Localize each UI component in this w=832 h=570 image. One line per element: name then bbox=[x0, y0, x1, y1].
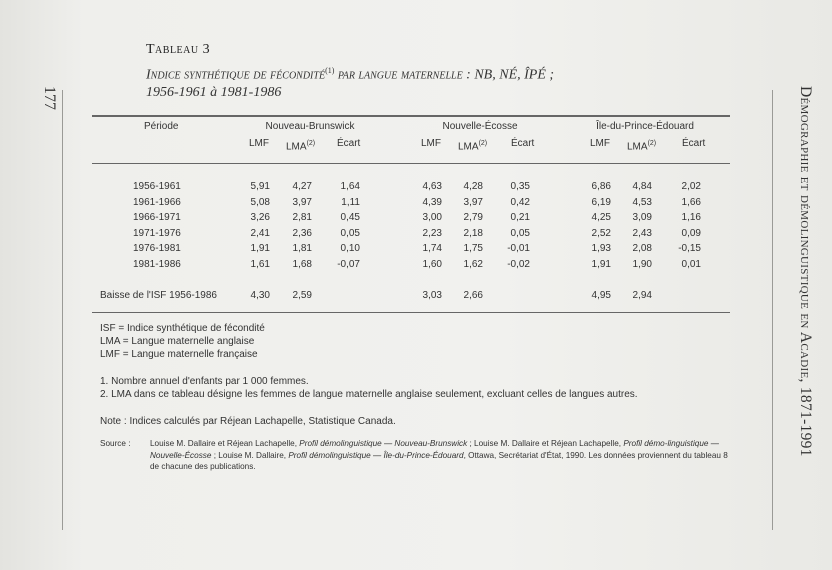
footnote-2: 2. LMA dans ce tableau désigne les femmes de langue maternelle anglaise seulement, excluant celles de langues autres. bbox=[100, 389, 638, 400]
row-period: 1966-1971 bbox=[133, 212, 181, 223]
cell-nb-ecart: 0,45 bbox=[340, 212, 360, 223]
table-label: Tableau 3 bbox=[146, 42, 211, 57]
table-row bbox=[0, 259, 832, 272]
decline-nb-lmf: 4,30 bbox=[250, 290, 270, 301]
row-period: 1961-1966 bbox=[133, 196, 181, 208]
title-line2: 1956-1961 à 1981-1986 bbox=[146, 84, 282, 100]
province-header-ipe: Île-du-Prince-Édouard bbox=[596, 121, 694, 132]
decline-ipe-lma: 2,94 bbox=[632, 290, 652, 301]
subheader-lma: LMA$^{(2)}$ bbox=[286, 140, 316, 153]
cell-nb-ecart: 1,64 bbox=[340, 181, 360, 192]
subheader-ecart: Écart bbox=[511, 138, 535, 149]
cell-nb-lma: 2,81 bbox=[292, 212, 312, 223]
cell-ipe-ecart: 1,16 bbox=[681, 212, 701, 223]
abbreviation-lma: LMA = Langue maternelle anglaise bbox=[100, 336, 255, 347]
table-row bbox=[0, 228, 832, 241]
cell-ipe-lmf: 1,91 bbox=[591, 258, 611, 270]
abbreviation-lmf: LMF = Langue maternelle française bbox=[100, 349, 258, 360]
cell-ipe-lmf: 6,86 bbox=[591, 181, 611, 192]
table-row bbox=[0, 181, 832, 194]
cell-ne-ecart: 0,21 bbox=[510, 212, 530, 223]
cell-nb-lma: 1,68 bbox=[292, 258, 312, 270]
cell-nb-lmf: 2,41 bbox=[250, 227, 270, 239]
cell-ipe-lmf: 6,19 bbox=[591, 196, 611, 208]
table-row bbox=[0, 212, 832, 225]
cell-nb-ecart: 1,11 bbox=[341, 196, 360, 208]
period-header: Période bbox=[144, 121, 179, 132]
decline-ne-lmf: 3,03 bbox=[422, 290, 442, 301]
cell-ne-ecart: 0,35 bbox=[510, 181, 530, 192]
cell-ne-lma: 1,62 bbox=[463, 258, 483, 270]
cell-ne-lma: 1,75 bbox=[463, 243, 483, 254]
decline-row bbox=[0, 290, 832, 303]
cell-ne-lma: 2,18 bbox=[463, 227, 483, 239]
table-top-rule bbox=[92, 115, 730, 117]
decline-nb-lma: 2,59 bbox=[292, 290, 312, 301]
row-period: 1956-1961 bbox=[133, 181, 181, 192]
cell-nb-ecart: 0,10 bbox=[340, 243, 360, 254]
header-bottom-rule bbox=[92, 163, 730, 164]
table-row bbox=[0, 243, 832, 256]
cell-nb-lma: 1,81 bbox=[292, 243, 312, 254]
cell-ipe-ecart: 2,02 bbox=[681, 181, 701, 192]
cell-ipe-ecart: 1,66 bbox=[681, 196, 701, 208]
cell-nb-ecart: 0,05 bbox=[340, 227, 360, 239]
row-period: 1976-1981 bbox=[133, 243, 181, 254]
table-title bbox=[146, 62, 706, 101]
cell-ne-ecart: 0,05 bbox=[510, 227, 530, 239]
cell-nb-lma: 2,36 bbox=[292, 227, 312, 239]
cell-ipe-lma: 1,90 bbox=[632, 258, 652, 270]
subheader-lmf: LMF bbox=[249, 138, 269, 149]
table-bottom-rule bbox=[92, 312, 730, 313]
source-text: Louise M. Dallaire et Réjean Lachapelle, Profil démolinguistique — Nouveau-Brunswick ; Louise M. Dallaire et Réjean Lachapelle, Profil démo-linguistique — Nouvelle-Écosse ; Louise M. Dallaire, Profil démolinguistique — Île-du-Prince-Édouard, Ottawa, Secrétariat d'État, 1990. Les données proviennent du tableau 8 de chacune des publications. bbox=[150, 439, 728, 471]
left-margin-rule bbox=[62, 90, 63, 530]
cell-ipe-ecart: 0,01 bbox=[681, 258, 701, 270]
cell-ipe-lma: 2,43 bbox=[632, 227, 652, 239]
note: Note : Indices calculés par Réjean Lachapelle, Statistique Canada. bbox=[100, 416, 396, 427]
subheader-ecart: Écart bbox=[337, 138, 361, 149]
page-number: 177 bbox=[41, 86, 58, 110]
decline-label: Baisse de l'ISF 1956-1986 bbox=[100, 290, 217, 301]
cell-nb-lmf: 5,91 bbox=[250, 181, 270, 192]
cell-ne-lmf: 1,60 bbox=[422, 258, 442, 270]
decline-ne-lma: 2,66 bbox=[463, 290, 483, 301]
running-head: Démographie et démolinguistique en Acadie, 1871-1991 bbox=[797, 86, 814, 457]
table-row bbox=[0, 197, 832, 210]
cell-ne-ecart: 0,42 bbox=[510, 196, 530, 208]
cell-ne-ecart: -0,01 bbox=[507, 243, 530, 254]
title-part1: Indice synthétique de fécondité bbox=[146, 67, 326, 83]
cell-ne-ecart: -0,02 bbox=[507, 258, 530, 270]
cell-ne-lmf: 3,00 bbox=[422, 212, 442, 223]
cell-ne-lmf: 4,39 bbox=[422, 196, 442, 208]
cell-ne-lmf: 1,74 bbox=[422, 243, 442, 254]
cell-ipe-lma: 4,84 bbox=[632, 181, 652, 192]
cell-ipe-lma: 2,08 bbox=[632, 243, 652, 254]
cell-nb-ecart: -0,07 bbox=[337, 258, 360, 270]
province-header-nb: Nouveau-Brunswick bbox=[265, 121, 355, 132]
cell-nb-lmf: 1,61 bbox=[250, 258, 270, 270]
subheader-lmf: LMF bbox=[590, 138, 610, 149]
cell-ne-lma: 4,28 bbox=[463, 181, 483, 192]
cell-ipe-lma: 4,53 bbox=[632, 196, 652, 208]
subheader-ecart: Écart bbox=[682, 138, 706, 149]
cell-nb-lmf: 5,08 bbox=[250, 196, 270, 208]
title-part2: par langue maternelle : NB, NÉ, ÎPÉ ; bbox=[334, 67, 555, 83]
cell-nb-lmf: 3,26 bbox=[250, 212, 270, 223]
row-period: 1971-1976 bbox=[133, 227, 181, 239]
cell-ipe-lmf: 2,52 bbox=[591, 227, 611, 239]
cell-nb-lma: 3,97 bbox=[292, 196, 312, 208]
cell-ipe-ecart: -0,15 bbox=[678, 243, 701, 254]
subheader-lma: LMA$^{(2)}$ bbox=[627, 140, 657, 153]
source-block bbox=[100, 438, 730, 473]
abbreviation-isf: ISF = Indice synthétique de fécondité bbox=[100, 323, 265, 334]
subheader-lmf: LMF bbox=[421, 138, 441, 149]
province-header-ne: Nouvelle-Écosse bbox=[442, 121, 518, 132]
decline-ipe-lmf: 4,95 bbox=[591, 290, 611, 301]
cell-nb-lma: 4,27 bbox=[292, 181, 312, 192]
row-period: 1981-1986 bbox=[133, 258, 181, 270]
cell-ne-lmf: 4,63 bbox=[422, 181, 442, 192]
right-margin-rule bbox=[772, 90, 773, 530]
cell-ipe-lmf: 4,25 bbox=[591, 212, 611, 223]
title-footnote-ref: (1) bbox=[325, 66, 335, 75]
cell-ne-lma: 3,97 bbox=[463, 196, 483, 208]
cell-nb-lmf: 1,91 bbox=[250, 243, 270, 254]
cell-ipe-ecart: 0,09 bbox=[681, 227, 701, 239]
cell-ipe-lmf: 1,93 bbox=[591, 243, 611, 254]
cell-ne-lma: 2,79 bbox=[463, 212, 483, 223]
footnote-1: 1. Nombre annuel d'enfants par 1 000 femmes. bbox=[100, 376, 309, 387]
subheader-lma: LMA$^{(2)}$ bbox=[458, 140, 488, 153]
cell-ipe-lma: 3,09 bbox=[632, 212, 652, 223]
cell-ne-lmf: 2,23 bbox=[422, 227, 442, 239]
source-label: Source : bbox=[100, 439, 131, 448]
